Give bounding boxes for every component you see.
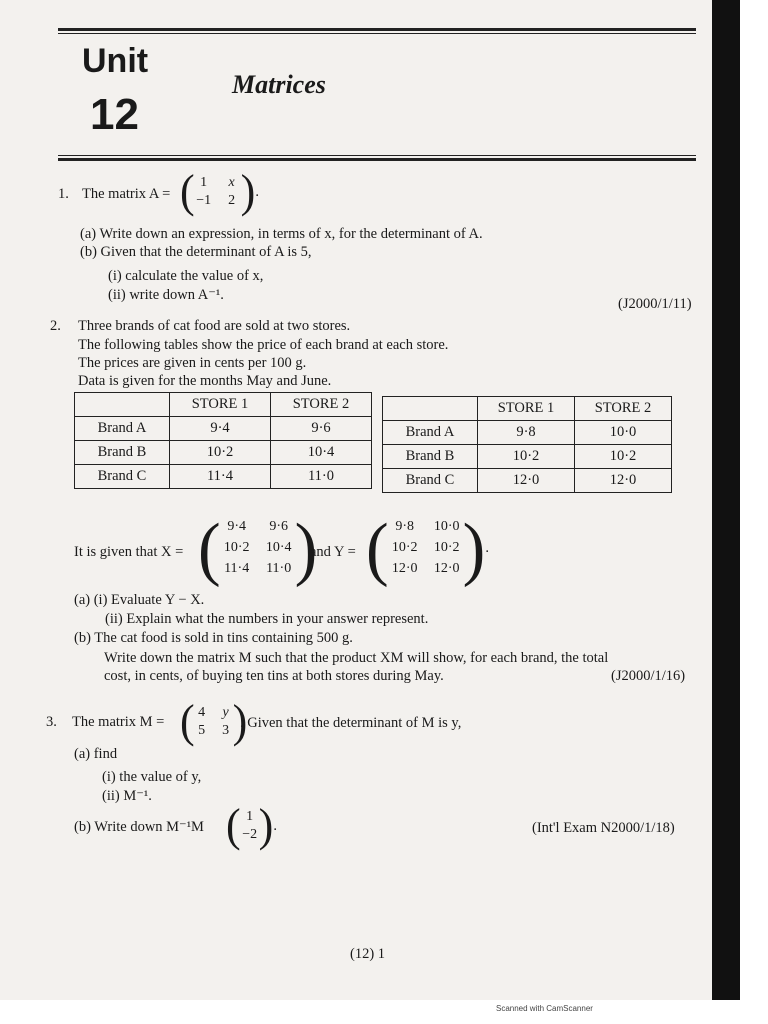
q2-reference: (J2000/1/16) bbox=[611, 668, 686, 684]
q3-matrix: ( 4 y 5 3 ) bbox=[180, 695, 248, 748]
q1-intro: The matrix A = bbox=[82, 186, 171, 202]
header-rule-thin bbox=[58, 155, 696, 156]
scanner-watermark: Scanned with CamScanner bbox=[496, 1004, 593, 1013]
q2-part-b-line-2: Write down the matrix M such that the product XM will show, for each brand, the total bbox=[104, 650, 609, 666]
may-price-table bbox=[74, 392, 372, 489]
top-rule-thin bbox=[58, 33, 696, 34]
q3-determinant-text: . Given that the determinant of M is y, bbox=[240, 715, 462, 731]
q3-part-b: (b) Write down M⁻¹M bbox=[74, 819, 204, 835]
q2-line-2: The following tables show the price of each brand at each store. bbox=[78, 337, 449, 353]
q2-part-a-i: (a) (i) Evaluate Y − X. bbox=[74, 592, 205, 608]
q1-matrix: ( 1 x −1 2 ) . bbox=[180, 165, 259, 218]
table-header-row: STORE 1 STORE 2 bbox=[75, 393, 372, 417]
scan-edge bbox=[712, 0, 740, 1000]
q3-number: 3. bbox=[46, 714, 57, 730]
table-row: Brand A 9·8 10·0 bbox=[383, 421, 672, 445]
unit-number: 12 bbox=[90, 90, 139, 139]
table-row: Brand B 10·2 10·2 bbox=[383, 445, 672, 469]
table-row: Brand C 11·4 11·0 bbox=[75, 465, 372, 489]
table-row: Brand C 12·0 12·0 bbox=[383, 469, 672, 493]
q2-given-x: It is given that X = bbox=[74, 544, 184, 560]
q2-part-b-line-3: cost, in cents, of buying ten tins at both stores during May. bbox=[104, 668, 444, 684]
matrix-y: ( 9·8 10·0 10·2 10·2 12·0 12·0 ) . bbox=[366, 508, 489, 588]
top-rule bbox=[58, 28, 696, 31]
q3-vector: ( 1 −2 ) . bbox=[226, 799, 277, 852]
q3-part-a-i: (i) the value of y, bbox=[102, 769, 202, 785]
q3-part-a: (a) find bbox=[74, 746, 118, 762]
q2-part-a-ii: (ii) Explain what the numbers in your answer represent. bbox=[105, 611, 429, 627]
header-rule bbox=[58, 158, 696, 161]
q1-number: 1. bbox=[58, 186, 69, 202]
q1-part-b-ii: (ii) write down A⁻¹. bbox=[108, 287, 224, 303]
q2-part-b: (b) The cat food is sold in tins containing 500 g. bbox=[74, 630, 353, 646]
table-row: Brand A 9·4 9·6 bbox=[75, 417, 372, 441]
q3-intro: The matrix M = bbox=[72, 714, 165, 730]
q1-part-a: (a) Write down an expression, in terms of x, for the determinant of A. bbox=[80, 226, 483, 242]
q1-reference: (J2000/1/11) bbox=[618, 296, 692, 312]
q2-line-3: The prices are given in cents per 100 g. bbox=[78, 355, 307, 371]
table-header-row: STORE 1 STORE 2 bbox=[383, 397, 672, 421]
q2-and-y: and Y = bbox=[310, 544, 356, 560]
q2-line-4: Data is given for the months May and June. bbox=[78, 373, 332, 389]
q3-reference: (Int'l Exam N2000/1/18) bbox=[532, 820, 675, 836]
page-number: (12) 1 bbox=[350, 946, 386, 962]
table-row: Brand B 10·2 10·4 bbox=[75, 441, 372, 465]
q2-line-1: Three brands of cat food are sold at two stores. bbox=[78, 318, 351, 334]
q1-part-b: (b) Given that the determinant of A is 5, bbox=[80, 244, 312, 260]
q2-number: 2. bbox=[50, 318, 61, 334]
june-price-table bbox=[382, 396, 672, 493]
q1-part-b-i: (i) calculate the value of x, bbox=[108, 268, 264, 284]
matrix-x: ( 9·4 9·6 10·2 10·4 11·4 11·0 ) bbox=[198, 508, 318, 588]
page-title: Matrices bbox=[232, 70, 326, 99]
q3-part-a-ii: (ii) M⁻¹. bbox=[102, 788, 152, 804]
unit-label: Unit bbox=[82, 42, 149, 80]
